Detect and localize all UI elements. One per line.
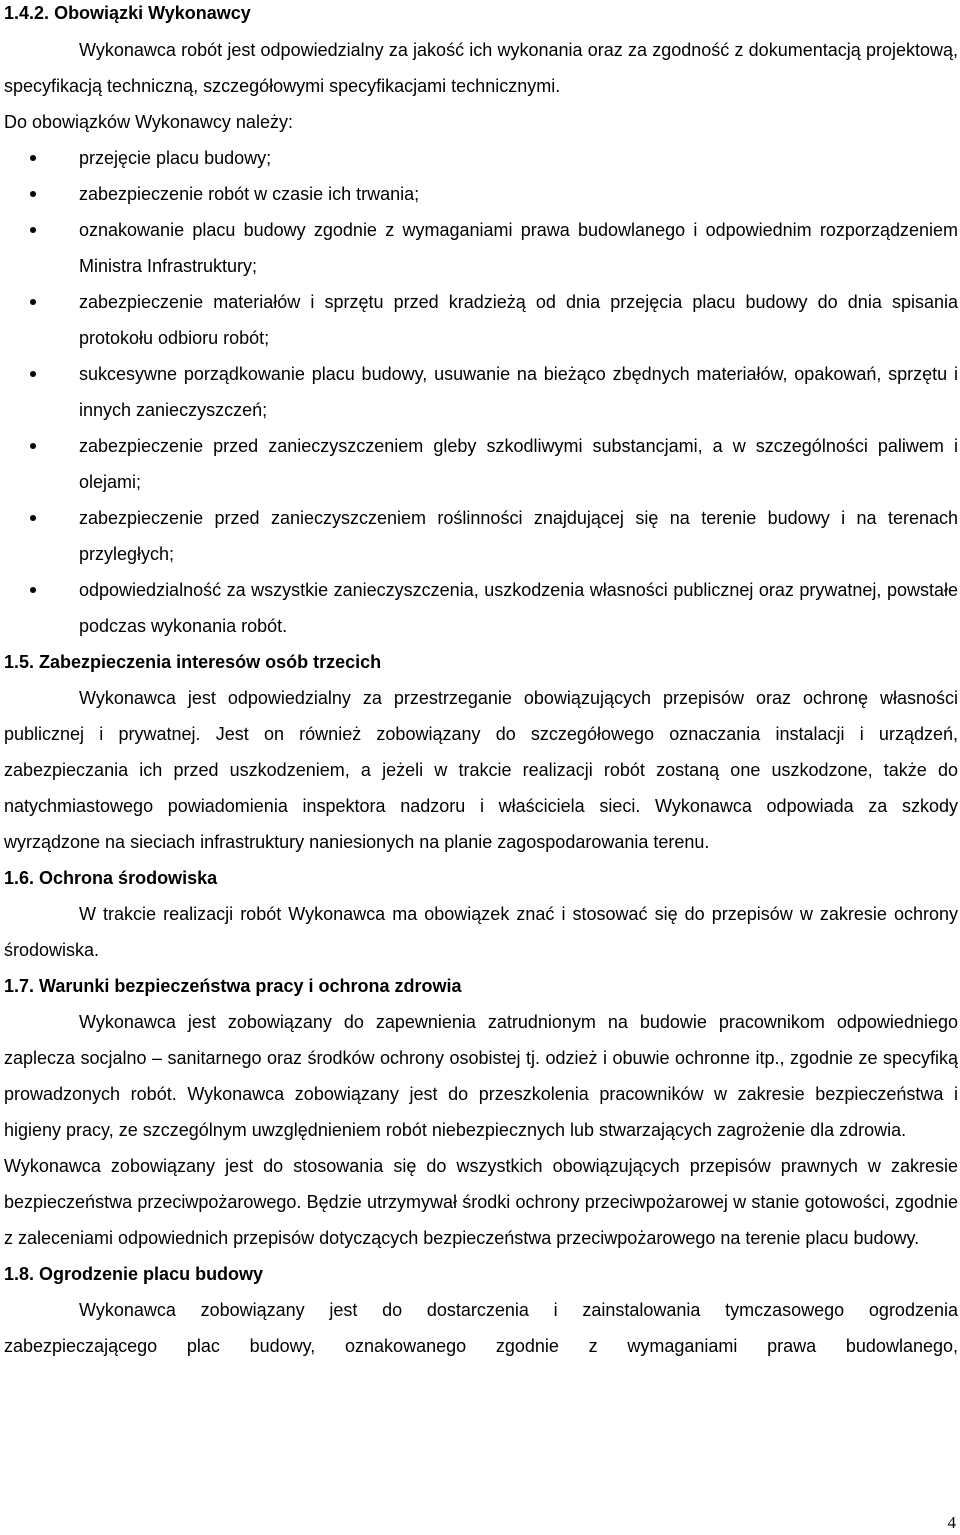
bullet-icon (30, 371, 36, 377)
bullet-icon (30, 587, 36, 593)
bullet-icon (30, 191, 36, 197)
section-number: 1.8. (4, 1264, 35, 1284)
bullet-icon (30, 443, 36, 449)
paragraph-lead: Do obowiązków Wykonawcy należy: (4, 112, 293, 132)
bullet-icon (30, 227, 36, 233)
section-number: 1.7. (4, 976, 35, 996)
paragraph: Wykonawca robót jest odpowiedzialny za jakość ich wykonania oraz za zgodność z dokumentacją projektową, specyfikacją techniczną, szczegółowymi specyfikacjami technicznymi. (4, 40, 958, 96)
section-title: Warunki bezpieczeństwa pracy i ochrona zdrowia (39, 976, 462, 996)
section-heading (4, 644, 958, 680)
section-number: 1.4.2. (4, 3, 50, 23)
list-item: zabezpieczenie przed zanieczyszczeniem roślinności znajdującej się na terenie budowy i na terenach przyległych; (4, 500, 958, 572)
list-item: przejęcie placu budowy; (4, 140, 958, 176)
list-item: zabezpieczenie przed zanieczyszczeniem gleby szkodliwymi substancjami, a w szczególności paliwem i olejami; (4, 428, 958, 500)
paragraph: Wykonawca zobowiązany jest do dostarczenia i zainstalowania tymczasowego ogrodzenia zabezpieczającego plac budowy, oznakowanego zgodnie z wymaganiami prawa budowlanego, (4, 1300, 958, 1356)
bullet-icon (30, 155, 36, 161)
section-title: Obowiązki Wykonawcy (54, 3, 251, 23)
section-title: Ochrona środowiska (39, 868, 218, 888)
section-title: Zabezpieczenia interesów osób trzecich (39, 652, 382, 672)
paragraph: Wykonawca zobowiązany jest do stosowania się do wszystkich obowiązujących przepisów prawnych w zakresie bezpieczeństwa przeciwpożarowego. Będzie utrzymywał środki ochrony przeciwpożarowej w stanie gotowości, zgodnie z zaleceniami odpowiednich przepisów dotyczących bezpieczeństwa przeciwpożarowego na terenie placu budowy. (4, 1156, 958, 1248)
bullet-icon (30, 515, 36, 521)
section-heading (4, 968, 958, 1004)
list-item: sukcesywne porządkowanie placu budowy, usuwanie na bieżąco zbędnych materiałów, opakowań, sprzętu i innych zanieczyszczeń; (4, 356, 958, 428)
paragraph: W trakcie realizacji robót Wykonawca ma obowiązek znać i stosować się do przepisów w zakresie ochrony środowiska. (4, 904, 958, 960)
list-item: zabezpieczenie robót w czasie ich trwania; (4, 176, 958, 212)
section-heading (4, 1256, 958, 1292)
document-page (4, 0, 958, 1364)
bullet-list (4, 140, 958, 644)
section-number: 1.6. (4, 868, 35, 888)
section-title: Ogrodzenie placu budowy (39, 1264, 264, 1284)
list-item: zabezpieczenie materiałów i sprzętu przed kradzieżą od dnia przejęcia placu budowy do dnia spisania protokołu odbioru robót; (4, 284, 958, 356)
paragraph: Wykonawca jest zobowiązany do zapewnienia zatrudnionym na budowie pracownikom odpowiedniego zaplecza socjalno – sanitarnego oraz środków ochrony osobistej tj. odzież i obuwie ochronne itp., zgodnie ze specyfiką prowadzonych robót. Wykonawca zobowiązany jest do przeszkolenia pracowników w zakresie bezpieczeństwa i higieny pracy, ze szczególnym uwzględnieniem robót niebezpiecznych lub stwarzających zagrożenie dla zdrowia. (4, 1012, 958, 1140)
section-heading (4, 860, 958, 896)
paragraph: Wykonawca jest odpowiedzialny za przestrzeganie obowiązujących przepisów oraz ochronę własności publicznej i prywatnej. Jest on również zobowiązany do szczegółowego oznaczania instalacji i urządzeń, zabezpieczania ich przed uszkodzeniem, a jeżeli w trakcie realizacji robót zostaną one uszkodzone, także do natychmiastowego powiadomienia inspektora nadzoru i właściciela sieci. Wykonawca odpowiada za szkody wyrządzone na sieciach infrastruktury naniesionych na planie zagospodarowania terenu. (4, 688, 958, 852)
list-item: odpowiedzialność za wszystkie zanieczyszczenia, uszkodzenia własności publicznej oraz prywatnej, powstałe podczas wykonania robót. (4, 572, 958, 644)
list-item: oznakowanie placu budowy zgodnie z wymaganiami prawa budowlanego i odpowiednim rozporządzeniem Ministra Infrastruktury; (4, 212, 958, 284)
bullet-icon (30, 299, 36, 305)
page-number: 4 (947, 1513, 956, 1532)
section-heading (4, 0, 958, 36)
section-number: 1.5. (4, 652, 35, 672)
